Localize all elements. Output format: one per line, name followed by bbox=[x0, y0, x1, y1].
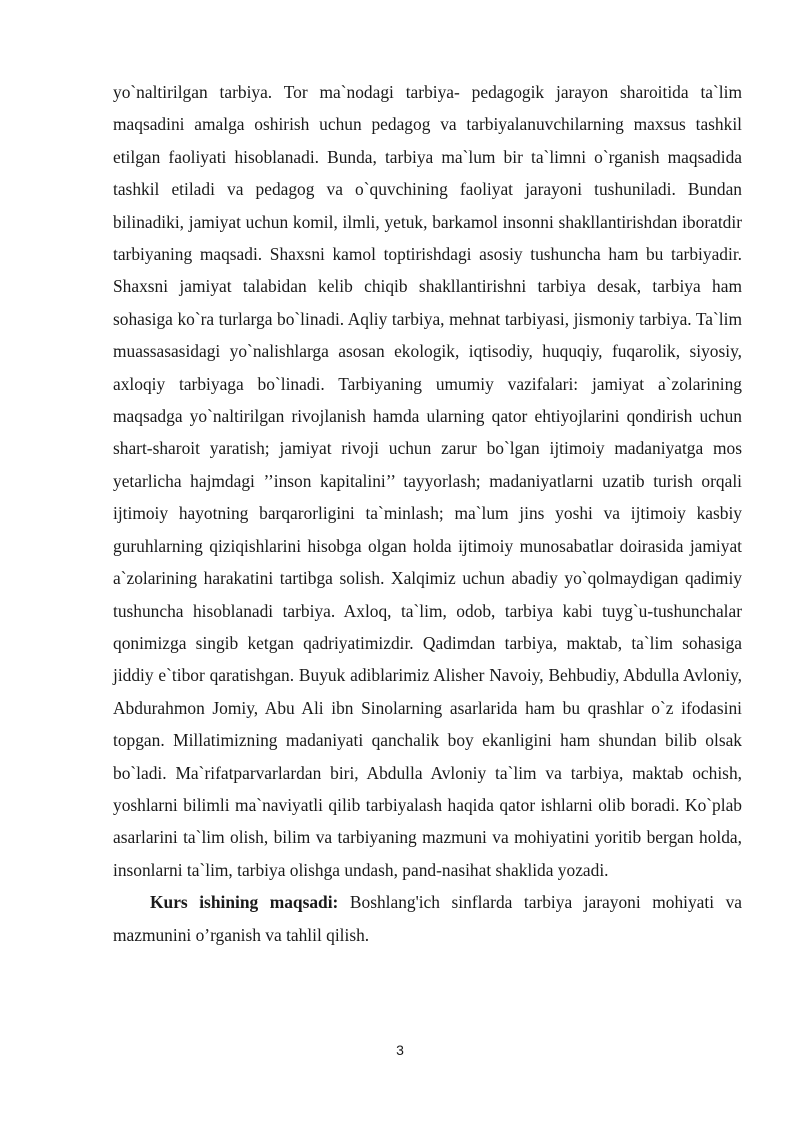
page-number: 3 bbox=[396, 1042, 404, 1058]
body-paragraph: yo`naltirilgan tarbiya. Tor ma`nodagi tarbiya- pedagogik jarayon sharoitida ta`lim maqsadini amalga oshirish uchun pedagog va tarbiyalanuvchilarning maxsus tashkil etilgan faoliyati hisoblanadi. Bunda, tarbiya ma`lum bir ta`limni o`rganish maqsadida tashkil etiladi va pedagog va o`quvchining faoliyat jarayoni tushuniladi. Bundan bilinadiki, jamiyat uchun komil, ilmli, yetuk, barkamol insonni shakllantirishdan iboratdir tarbiyaning maqsadi. Shaxsni kamol toptirishdagi asosiy tushuncha ham bu tarbiyadir. Shaxsni jamiyat talabidan kelib chiqib shakllantirishni tarbiya desak, tarbiya ham sohasiga ko`ra turlarga bo`linadi. Aqliy tarbiya, mehnat tarbiyasi, jismoniy tarbiya. Ta`lim muassasasidagi yo`nalishlarga asosan ekologik, iqtisodiy, huquqiy, fuqarolik, siyosiy, axloqiy tarbiyaga bo`linadi. Tarbiyaning umumiy vazifalari: jamiyat a`zolarining maqsadga yo`naltirilgan rivojlanish hamda ularning qator ehtiyojlarini qondirish uchun shart-sharoit yaratish; jamiyat rivoji uchun zarur bo`lgan ijtimoiy madaniyatga mos yetarlicha hajmdagi ’’inson kapitalini’’ tayyorlash; madaniyatlarni uzatib turish orqali ijtimoiy hayotning barqarorligini ta`minlash; ma`lum jins yoshi va ijtimoiy kasbiy guruhlarning qiziqishlarini hisobga olgan holda ijtimoiy munosabatlar doirasida jamiyat a`zolarining harakatini tartibga solish. Xalqimiz uchun abadiy yo`qolmaydigan qadimiy tushuncha hisoblanadi tarbiya. Axloq, ta`lim, odob, tarbiya kabi tuyg`u-tushunchalar qonimizga singib ketgan qadriyatimizdir. Qadimdan tarbiya, maktab, ta`lim sohasiga jiddiy e`tibor qaratishgan. Buyuk adiblarimiz Alisher Navoiy, Behbudiy, Abdulla Avloniy, Abdurahmon Jomiy, Abu Ali ibn Sinolarning asarlarida ham bu qrashlar o`z ifodasini topgan. Millatimizning madaniyati qanchalik boy ekanligini ham shundan bilib olsak bo`ladi. Ma`rifatparvarlardan biri, Abdulla Avloniy ta`lim va tarbiya, maktab ochish, yoshlarni bilimli ma`naviyatli qilib tarbiyalash haqida qator ishlarni olib boradi. Ko`plab asarlarini ta`lim olish, bilim va tarbiyaning mazmuni va mohiyatini yoritib bergan holda, insonlarni ta`lim, tarbiya olishga undash, pand-nasihat shaklida yozadi. bbox=[113, 82, 742, 880]
goal-paragraph bbox=[113, 886, 742, 951]
document-page bbox=[113, 76, 742, 951]
goal-text: Boshlang'ich sinflarda tarbiya jarayoni mohiyati va mazmunini o’rganish va tahlil qilish. bbox=[113, 892, 743, 945]
goal-label: Kurs ishining maqsadi: bbox=[150, 892, 339, 913]
